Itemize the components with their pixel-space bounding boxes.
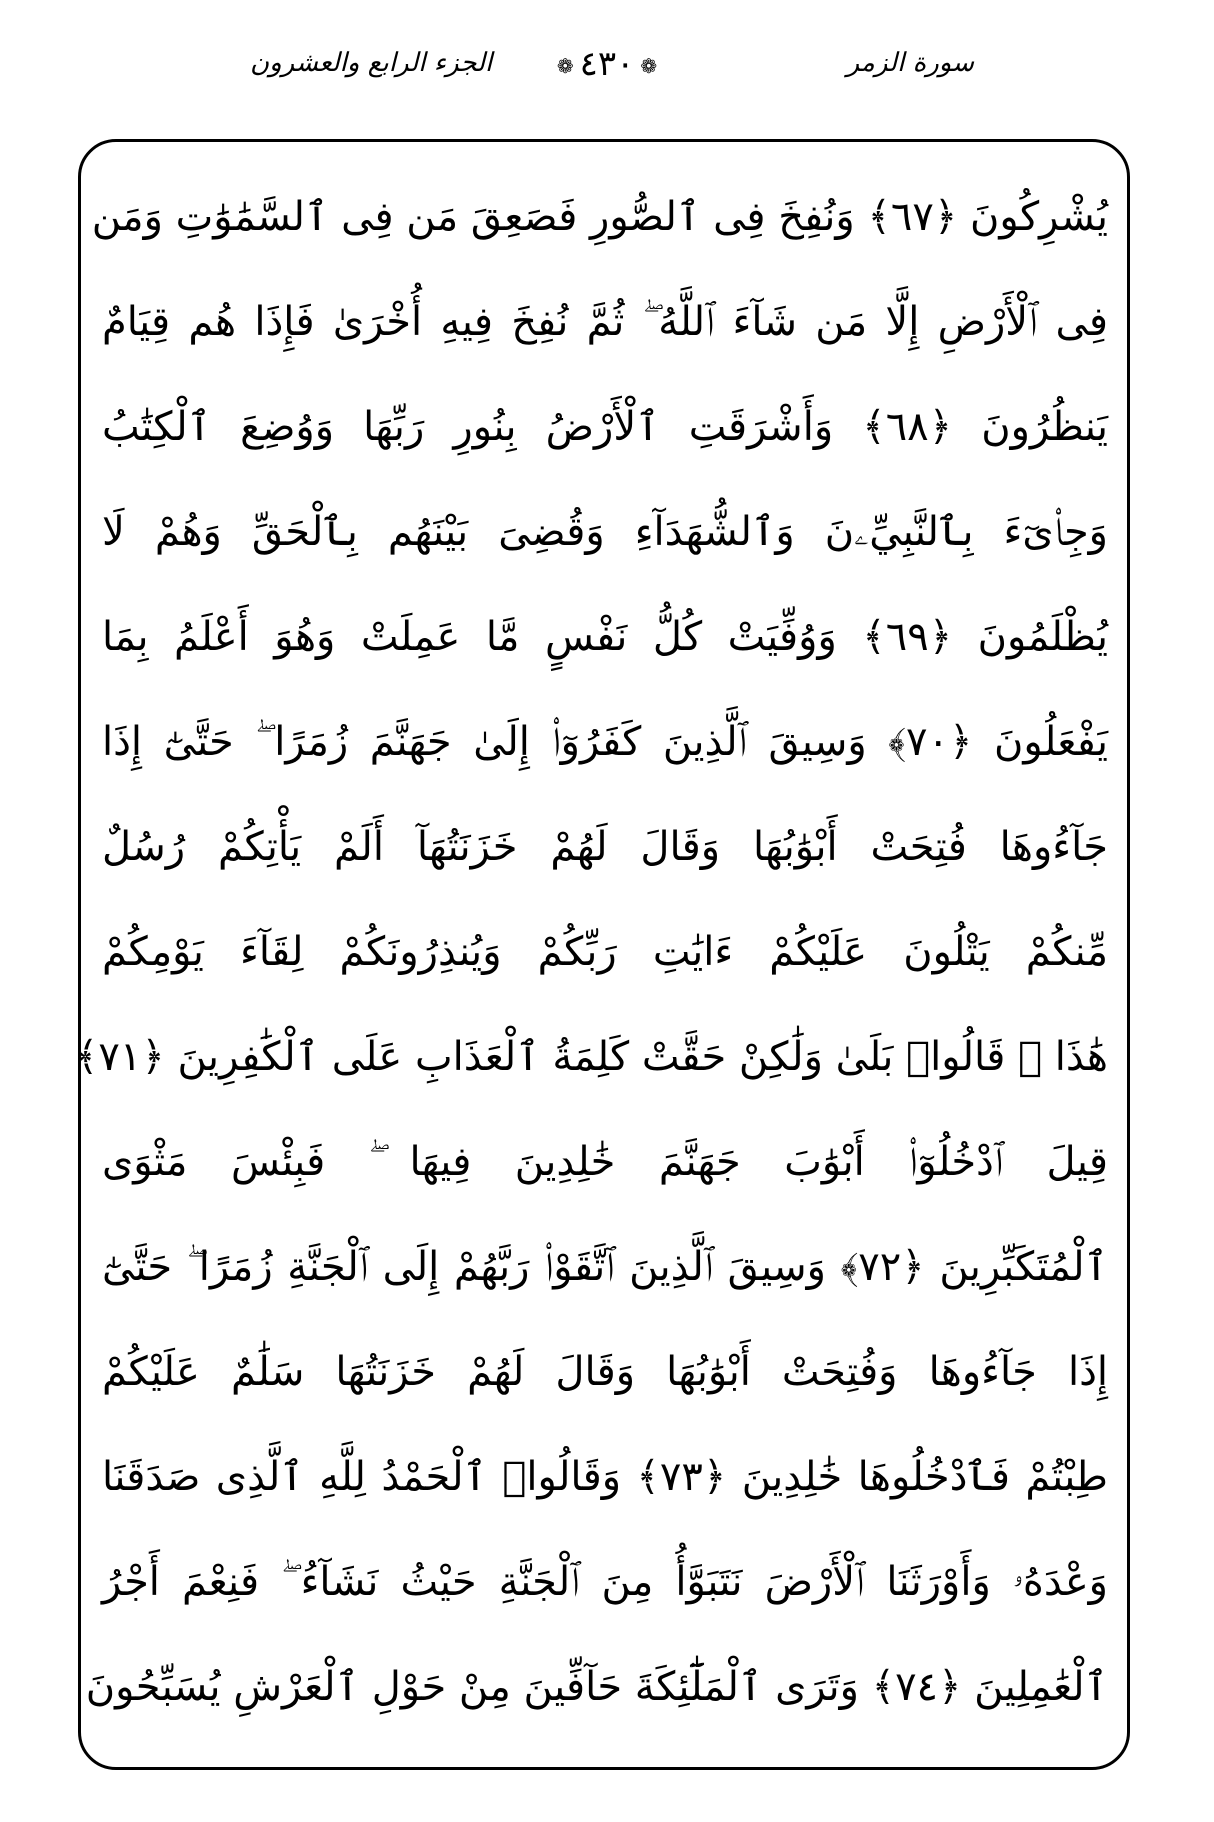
text-line: مِّنكُمْ يَتْلُونَ عَلَيْكُمْ ءَايَٰتِ رَبِّكُمْ وَيُنذِرُونَكُمْ لِقَآءَ يَوْمِكُمْ	[102, 929, 1108, 975]
text-line: وَجِا۟ىٓءَ بِٱلنَّبِيِّۦنَ وَٱلشُّهَدَآءِ وَقُضِىَ بَيْنَهُم بِٱلْحَقِّ وَهُمْ لَا	[102, 509, 1108, 555]
text-line: يُظْلَمُونَ ﴿٦٩﴾ وَوُفِّيَتْ كُلُّ نَفْسٍ مَّا عَمِلَتْ وَهُوَ أَعْلَمُ بِمَا	[102, 614, 1108, 660]
juz-title: الجزء الرابع والعشرون	[250, 48, 493, 78]
text-line: إِذَا جَآءُوهَا وَفُتِحَتْ أَبْوَٰبُهَا وَقَالَ لَهُمْ خَزَنَتُهَا سَلَٰمٌ عَلَيْكُمْ	[102, 1349, 1108, 1395]
text-line: جَآءُوهَا فُتِحَتْ أَبْوَٰبُهَا وَقَالَ لَهُمْ خَزَنَتُهَآ أَلَمْ يَأْتِكُمْ رُسُلٌ	[102, 824, 1108, 870]
surah-title: سورة الزمر	[846, 48, 974, 78]
page-header	[0, 40, 1214, 100]
text-line: يَنظُرُونَ ﴿٦٨﴾ وَأَشْرَقَتِ ٱلْأَرْضُ بِنُورِ رَبِّهَا وَوُضِعَ ٱلْكِتَٰبُ	[102, 404, 1108, 450]
text-line: ٱلْمُتَكَبِّرِينَ ﴿٧٢﴾ وَسِيقَ ٱلَّذِينَ ٱتَّقَوْا۟ رَبَّهُمْ إِلَى ٱلْجَنَّةِ زُمَرًا ۖ حَتَّىٰٓ	[102, 1244, 1108, 1290]
ornament-left-icon: ❁	[556, 54, 574, 78]
text-line: قِيلَ ٱدْخُلُوٓا۟ أَبْوَٰبَ جَهَنَّمَ خَٰلِدِينَ فِيهَا ۖ فَبِئْسَ مَثْوَى	[102, 1139, 1108, 1185]
text-body	[74, 168, 1108, 1748]
page-number: ٤٣٠	[579, 44, 635, 84]
text-line: يَفْعَلُونَ ﴿٧٠﴾ وَسِيقَ ٱلَّذِينَ كَفَرُوٓا۟ إِلَىٰ جَهَنَّمَ زُمَرًا ۖ حَتَّىٰٓ إِذَا	[102, 719, 1108, 765]
text-line: هَٰذَا ۚ قَالُوا۟ بَلَىٰ وَلَٰكِنْ حَقَّتْ كَلِمَةُ ٱلْعَذَابِ عَلَى ٱلْكَٰفِرِينَ ﴿٧١﴾	[74, 1034, 1108, 1080]
ornament-right-icon: ❁	[640, 54, 658, 78]
page-number-block	[0, 44, 1214, 84]
text-line: وَعْدَهُۥ وَأَوْرَثَنَا ٱلْأَرْضَ نَتَبَوَّأُ مِنَ ٱلْجَنَّةِ حَيْثُ نَشَآءُ ۖ فَنِعْمَ أَجْرُ	[102, 1559, 1108, 1605]
text-line: فِى ٱلْأَرْضِ إِلَّا مَن شَآءَ ٱللَّهُ ۖ ثُمَّ نُفِخَ فِيهِ أُخْرَىٰ فَإِذَا هُم قِيَامٌ	[102, 299, 1108, 345]
text-line: يُشْرِكُونَ ﴿٦٧﴾ وَنُفِخَ فِى ٱلصُّورِ فَصَعِقَ مَن فِى ٱلسَّمَٰوَٰتِ وَمَن	[91, 194, 1108, 240]
text-line: طِبْتُمْ فَٱدْخُلُوهَا خَٰلِدِينَ ﴿٧٣﴾ وَقَالُوا۟ ٱلْحَمْدُ لِلَّهِ ٱلَّذِى صَدَقَنَا	[102, 1454, 1108, 1500]
text-line: ٱلْعَٰمِلِينَ ﴿٧٤﴾ وَتَرَى ٱلْمَلَٰٓئِكَةَ حَآفِّينَ مِنْ حَوْلِ ٱلْعَرْشِ يُسَبِّحُونَ	[85, 1664, 1108, 1710]
